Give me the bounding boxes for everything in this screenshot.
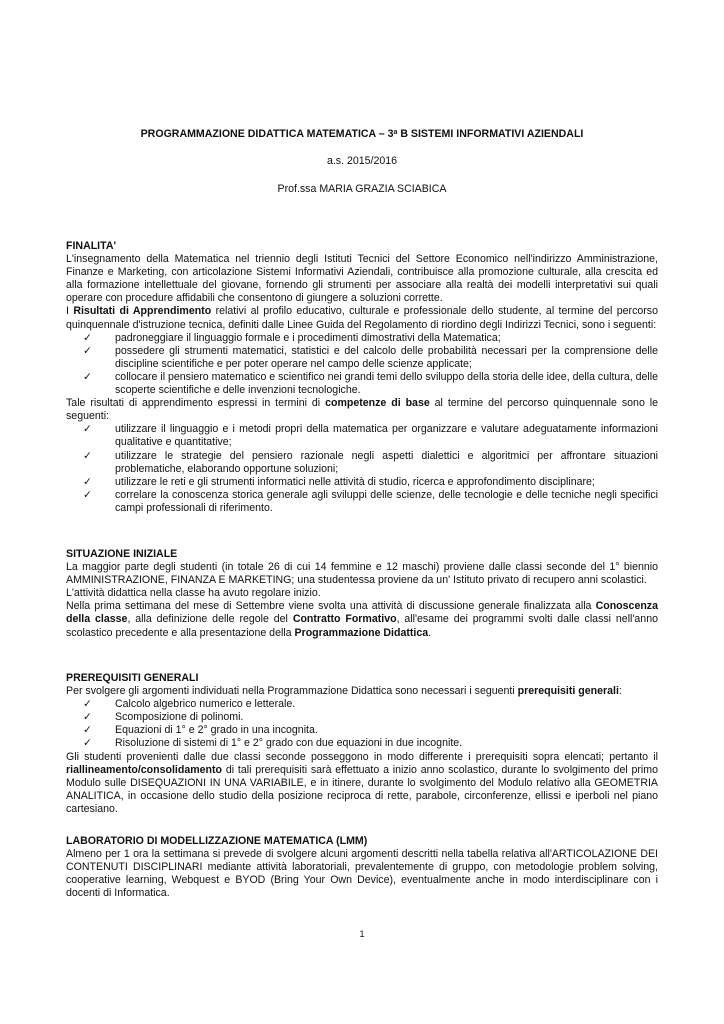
- paragraph: Nella prima settimana del mese di Settembre viene svolta una attività di discussione generale finalizzata alla Conoscenza della classe, alla definizione delle regole del Contratto Formativo, all'esame dei programmi svolti dalle classi nell'anno scolastico precedente e alla presentazione della Programmazione Didattica.: [66, 600, 658, 639]
- title-text-end: B SISTEMI INFORMATIVI AZIENDALI: [397, 128, 584, 140]
- prerequisites-list: [66, 698, 658, 750]
- competences-list: [66, 423, 658, 515]
- list-item: ✓ Scomposizione di polinomi.: [83, 711, 244, 724]
- bold-text: riallineamento/consolidamento: [66, 763, 222, 776]
- section-laboratorio: [66, 835, 658, 900]
- list-item: ✓ utilizzare le strategie del pensiero razionale negli aspetti dialettici e algoritmici per affrontare situazioni problematiche, elaborando opportune soluzioni;: [83, 449, 658, 475]
- document-title: [66, 126, 658, 141]
- paragraph: I Risultati di Apprendimento relativi al profilo educativo, culturale e professionale dello studente, al termine del percorso quinquennale d'istruzione tecnica, definiti dalle Linee Guida del Regolamento di riordino degli Indirizzi Tecnici, sono i seguenti:: [66, 305, 658, 331]
- section-heading: LABORATORIO DI MODELLIZZAZIONE MATEMATICA (LMM): [66, 835, 368, 847]
- bold-text: Conoscenza della classe: [66, 600, 658, 626]
- paragraph: Per svolgere gli argomenti individuati nella Programmazione Didattica sono necessari i seguenti prerequisiti generali:: [66, 685, 622, 698]
- bold-text: Contratto Formativo: [292, 613, 397, 626]
- list-item: ✓ utilizzare le reti e gli strumenti informatici nelle attività di studio, ricerca e approfondimento disciplinare;: [83, 475, 595, 488]
- list-item: ✓ Equazioni di 1° e 2° grado in una incognita.: [83, 724, 318, 737]
- section-heading: SITUAZIONE INIZIALE: [66, 548, 178, 560]
- checkmark-icon: ✓: [83, 488, 92, 501]
- page-number: 1: [359, 929, 365, 939]
- checkmark-icon: ✓: [83, 724, 92, 737]
- checkmark-icon: ✓: [83, 737, 92, 750]
- checkmark-icon: ✓: [83, 344, 92, 357]
- section-situazione: [66, 548, 658, 640]
- checkmark-icon: ✓: [83, 449, 92, 462]
- learning-outcomes-list: [66, 332, 658, 397]
- section-prerequisiti: [66, 672, 658, 816]
- checkmark-icon: ✓: [83, 475, 92, 488]
- checkmark-icon: ✓: [83, 711, 92, 724]
- school-year: a.s. 2015/2016: [326, 155, 398, 167]
- paragraph: L'insegnamento della Matematica nel triennio degli Istituti Tecnici del Settore Economico nell'indirizzo Amministrazione, Finanze e Marketing, con articolazione Sistemi Informativi Aziendali, contribuisce alla promozione culturale, alla crescita ed alla formazione intellettuale del giovane, fornendo gli strumenti per associare alla realtà dei modelli interpretativi sui quali operare con procedure affidabili che consentono di giungere a soluzioni corrette.: [66, 253, 658, 305]
- checkmark-icon: ✓: [83, 423, 92, 436]
- bold-text: prerequisiti generali: [517, 685, 619, 698]
- checkmark-icon: ✓: [83, 331, 92, 344]
- teacher-name: Prof.ssa MARIA GRAZIA SCIABICA: [277, 183, 447, 195]
- list-item: ✓ correlare la conoscenza storica generale agli sviluppi delle scienze, delle tecnologie e delle tecniche negli specifici campi professionali di riferimento.: [83, 488, 658, 514]
- paragraph: Tale risultati di apprendimento espressi in termini di competenze di base al termine del percorso quinquennale sono le seguenti:: [66, 397, 659, 423]
- list-item: ✓ Calcolo algebrico numerico e letterale.: [83, 698, 296, 711]
- title-superscript: a: [393, 129, 398, 136]
- paragraph: Almeno per 1 ora la settimana si prevede di svolgere alcuni argomenti descritti nella tabella relativa all'ARTICOLAZIONE DEI CONTENUTI DISCIPLINARI mediante attività laboratoriali, prevalentemente di gruppo, con metodologie problem solving, cooperative learning, Webquest e BYOD (Bring Your Own Device), eventualmente anche in modo interdisciplinare con i docenti di Informatica.: [66, 848, 658, 900]
- checkmark-icon: ✓: [83, 370, 92, 383]
- section-finalita: [66, 240, 658, 515]
- list-item: ✓ Risoluzione di sistemi di 1° e 2° grado con due equazioni in due incognite.: [83, 737, 463, 750]
- section-heading: FINALITA': [66, 240, 116, 252]
- paragraph: Gli studenti provenienti dalle due classi seconde posseggono in modo differente i prerequisiti sopra elencati; pertanto il riallineamento/consolidamento di tali prerequisiti sarà effettuato a inizio anno scolastico, durante lo svolgimento del primo Modulo sulle DISEQUAZIONI IN UNA VARIABILE, e in itinere, durante lo svolgimento del Modulo relativo alla GEOMETRIA ANALITICA, in occasione dello studio della posizione reciproca di rette, parabole, circonferenze, ellissi e iperboli nel piano cartesiano.: [66, 750, 658, 815]
- list-item: ✓ possedere gli strumenti matematici, statistici e del calcolo delle probabilità necessari per la comprensione delle discipline scientifiche e per poter operare nel campo delle scienze applicate;: [83, 344, 658, 370]
- list-item: ✓ padroneggiare il linguaggio formale e i procedimenti dimostrativi della Matematica;: [83, 331, 501, 344]
- bold-text: Risultati di Apprendimento: [73, 305, 212, 318]
- checkmark-icon: ✓: [83, 698, 92, 711]
- bold-text: competenze di base: [325, 397, 430, 410]
- bold-text: Programmazione Didattica: [294, 626, 429, 639]
- section-heading: PREREQUISITI GENERALI: [66, 672, 199, 684]
- paragraph: La maggior parte degli studenti (in totale 26 di cui 14 femmine e 12 maschi) proviene dalle classi seconde del 1° biennio AMMINISTRAZIONE, FINANZA E MARKETING; una studentessa proviene da un' Istituto privato di recupero anni scolastici.: [66, 561, 658, 587]
- title-text: PROGRAMMAZIONE DIDATTICA MATEMATICA – 3: [140, 128, 394, 140]
- list-item: ✓ utilizzare il linguaggio e i metodi propri della matematica per organizzare e valutare adeguatamente informazioni qualitative e quantitative;: [83, 423, 658, 449]
- list-item: ✓ collocare il pensiero matematico e scientifico nei grandi temi dello sviluppo della storia delle idee, della cultura, delle scoperte scientifiche e delle invenzioni tecnologiche.: [83, 370, 658, 397]
- paragraph: L'attività didattica nella classe ha avuto regolare inizio.: [66, 587, 321, 600]
